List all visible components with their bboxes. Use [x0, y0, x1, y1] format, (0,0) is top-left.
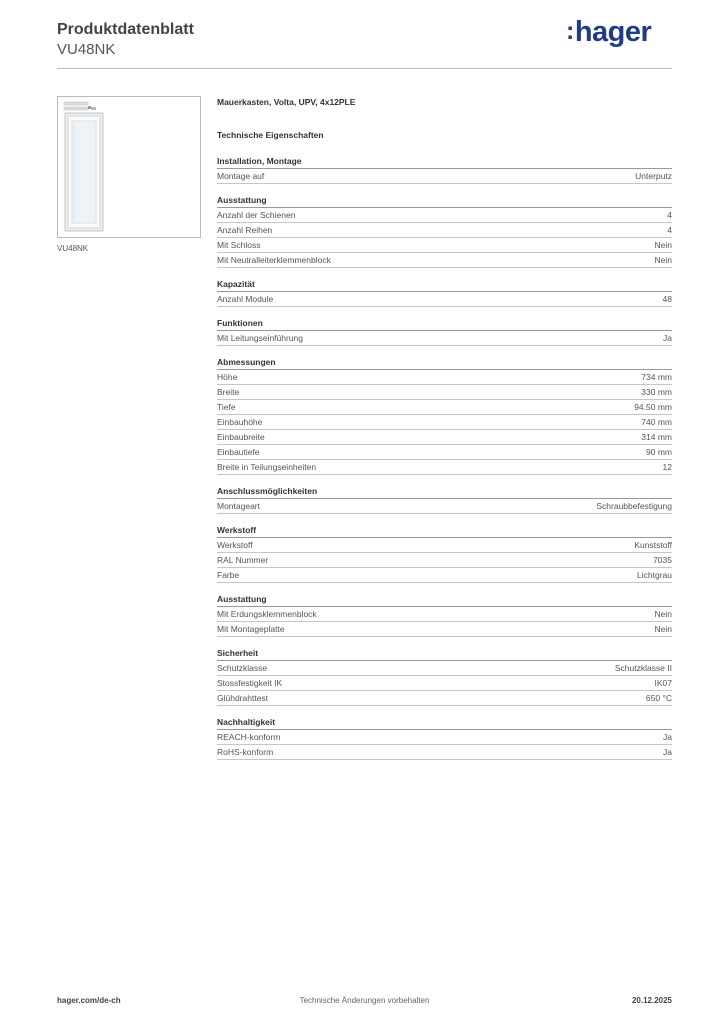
spec-label: Höhe — [217, 372, 238, 382]
spec-row — [217, 676, 672, 691]
section-kapazitaet — [217, 277, 672, 307]
spec-value: Nein — [654, 255, 672, 265]
spec-label: Einbautiefe — [217, 447, 260, 457]
spec-value: Nein — [654, 609, 672, 619]
spec-value: 7035 — [653, 555, 672, 565]
spec-value: Schraubbefestigung — [596, 501, 672, 511]
spec-label: Werkstoff — [217, 540, 253, 550]
spec-value: 48 — [662, 294, 672, 304]
spec-row — [217, 253, 672, 268]
spec-row — [217, 730, 672, 745]
spec-label: Schutzklasse — [217, 663, 268, 673]
spec-value: Kunststoff — [634, 540, 672, 550]
spec-row — [217, 691, 672, 706]
spec-label: Farbe — [217, 570, 240, 580]
tech-properties-heading: Technische Eigenschaften — [217, 130, 324, 140]
section-title: Funktionen — [217, 316, 672, 331]
spec-label: Glühdrahttest — [217, 693, 269, 703]
spec-value: Lichtgrau — [637, 570, 672, 580]
spec-value: Ja — [663, 747, 672, 757]
spec-value: 734 mm — [641, 372, 672, 382]
spec-label: Anzahl Reihen — [217, 225, 273, 235]
spec-row — [217, 223, 672, 238]
spec-row — [217, 607, 672, 622]
section-title: Sicherheit — [217, 646, 672, 661]
spec-label: Einbauhöhe — [217, 417, 263, 427]
section-funktionen — [217, 316, 672, 346]
section-nachhaltigkeit — [217, 715, 672, 760]
spec-row — [217, 745, 672, 760]
section-title: Ausstattung — [217, 592, 672, 607]
spec-label: Mit Schloss — [217, 240, 261, 250]
spec-label: Montageart — [217, 501, 260, 511]
spec-value: Nein — [654, 240, 672, 250]
spec-value: 4 — [667, 225, 672, 235]
spec-label: RAL Nummer — [217, 555, 269, 565]
spec-row — [217, 661, 672, 676]
header — [57, 20, 194, 59]
spec-label: Mit Neutralleiterklemmenblock — [217, 255, 331, 265]
spec-row — [217, 568, 672, 583]
spec-value: Schutzklasse II — [614, 663, 672, 673]
footer-website-link[interactable]: hager.com/de-ch — [57, 996, 121, 1005]
spec-row — [217, 445, 672, 460]
section-title: Nachhaltigkeit — [217, 715, 672, 730]
spec-label: Breite in Teilungseinheiten — [217, 462, 317, 472]
spec-value: Unterputz — [635, 171, 672, 181]
spec-row — [217, 370, 672, 385]
section-sicherheit — [217, 646, 672, 706]
section-title: Abmessungen — [217, 355, 672, 370]
section-title: Kapazität — [217, 277, 672, 292]
product-name: Mauerkasten, Volta, UPV, 4x12PLE — [217, 97, 356, 107]
spec-label: Mit Leitungseinführung — [217, 333, 304, 343]
enclosure-illustration — [58, 97, 200, 237]
section-title: Werkstoff — [217, 523, 672, 538]
spec-row — [217, 430, 672, 445]
spec-label: Mit Erdungsklemmenblock — [217, 609, 317, 619]
footer-date: 20.12.2025 — [631, 996, 672, 1005]
spec-label: Breite — [217, 387, 240, 397]
spec-label: Montage auf — [217, 171, 265, 181]
spec-value: 12 — [662, 462, 672, 472]
spec-value: 4 — [667, 210, 672, 220]
spec-label: REACH-konform — [217, 732, 281, 742]
spec-label: Tiefe — [217, 402, 236, 412]
document-title: Produktdatenblatt — [57, 21, 194, 38]
section-title: Anschlussmöglichkeiten — [217, 484, 672, 499]
spec-label: Anzahl der Schienen — [217, 210, 296, 220]
spec-label: Anzahl Module — [217, 294, 274, 304]
spec-row — [217, 238, 672, 253]
spec-row — [217, 331, 672, 346]
spec-value: 314 mm — [641, 432, 672, 442]
spec-row — [217, 622, 672, 637]
spec-row — [217, 292, 672, 307]
section-abmessungen — [217, 355, 672, 475]
spec-value: Ja — [663, 333, 672, 343]
section-title: Installation, Montage — [217, 154, 672, 169]
spec-row — [217, 415, 672, 430]
spec-label: Einbaubreite — [217, 432, 265, 442]
spec-value: 740 mm — [641, 417, 672, 427]
spec-row — [217, 169, 672, 184]
section-ausstattung — [217, 193, 672, 268]
product-code: VU48NK — [57, 41, 116, 58]
section-werkstoff — [217, 523, 672, 583]
spec-value: 94.50 mm — [634, 402, 672, 412]
spec-label: Mit Montageplatte — [217, 624, 285, 634]
product-image — [57, 96, 201, 238]
section-installation — [217, 154, 672, 184]
spec-row — [217, 538, 672, 553]
section-title: Ausstattung — [217, 193, 672, 208]
spec-row — [217, 208, 672, 223]
section-ausstattung-2 — [217, 592, 672, 637]
spec-value: Ja — [663, 732, 672, 742]
spec-value: IK07 — [654, 678, 672, 688]
spec-content — [217, 96, 672, 769]
spec-row — [217, 385, 672, 400]
spec-row — [217, 400, 672, 415]
spec-value: 330 mm — [641, 387, 672, 397]
spec-label: Stossfestigkeit IK — [217, 678, 283, 688]
section-anschluss — [217, 484, 672, 514]
spec-row — [217, 553, 672, 568]
spec-value: 90 mm — [646, 447, 672, 457]
spec-value: Nein — [654, 624, 672, 634]
product-image-caption: VU48NK — [57, 244, 89, 253]
hager-logo: :hager — [566, 16, 652, 48]
spec-value: 650 °C — [645, 693, 672, 703]
spec-row — [217, 499, 672, 514]
spec-label: RoHS-konform — [217, 747, 274, 757]
header-divider — [57, 68, 672, 69]
footer-disclaimer: Technische Änderungen vorbehalten — [299, 996, 430, 1005]
spec-row — [217, 460, 672, 475]
